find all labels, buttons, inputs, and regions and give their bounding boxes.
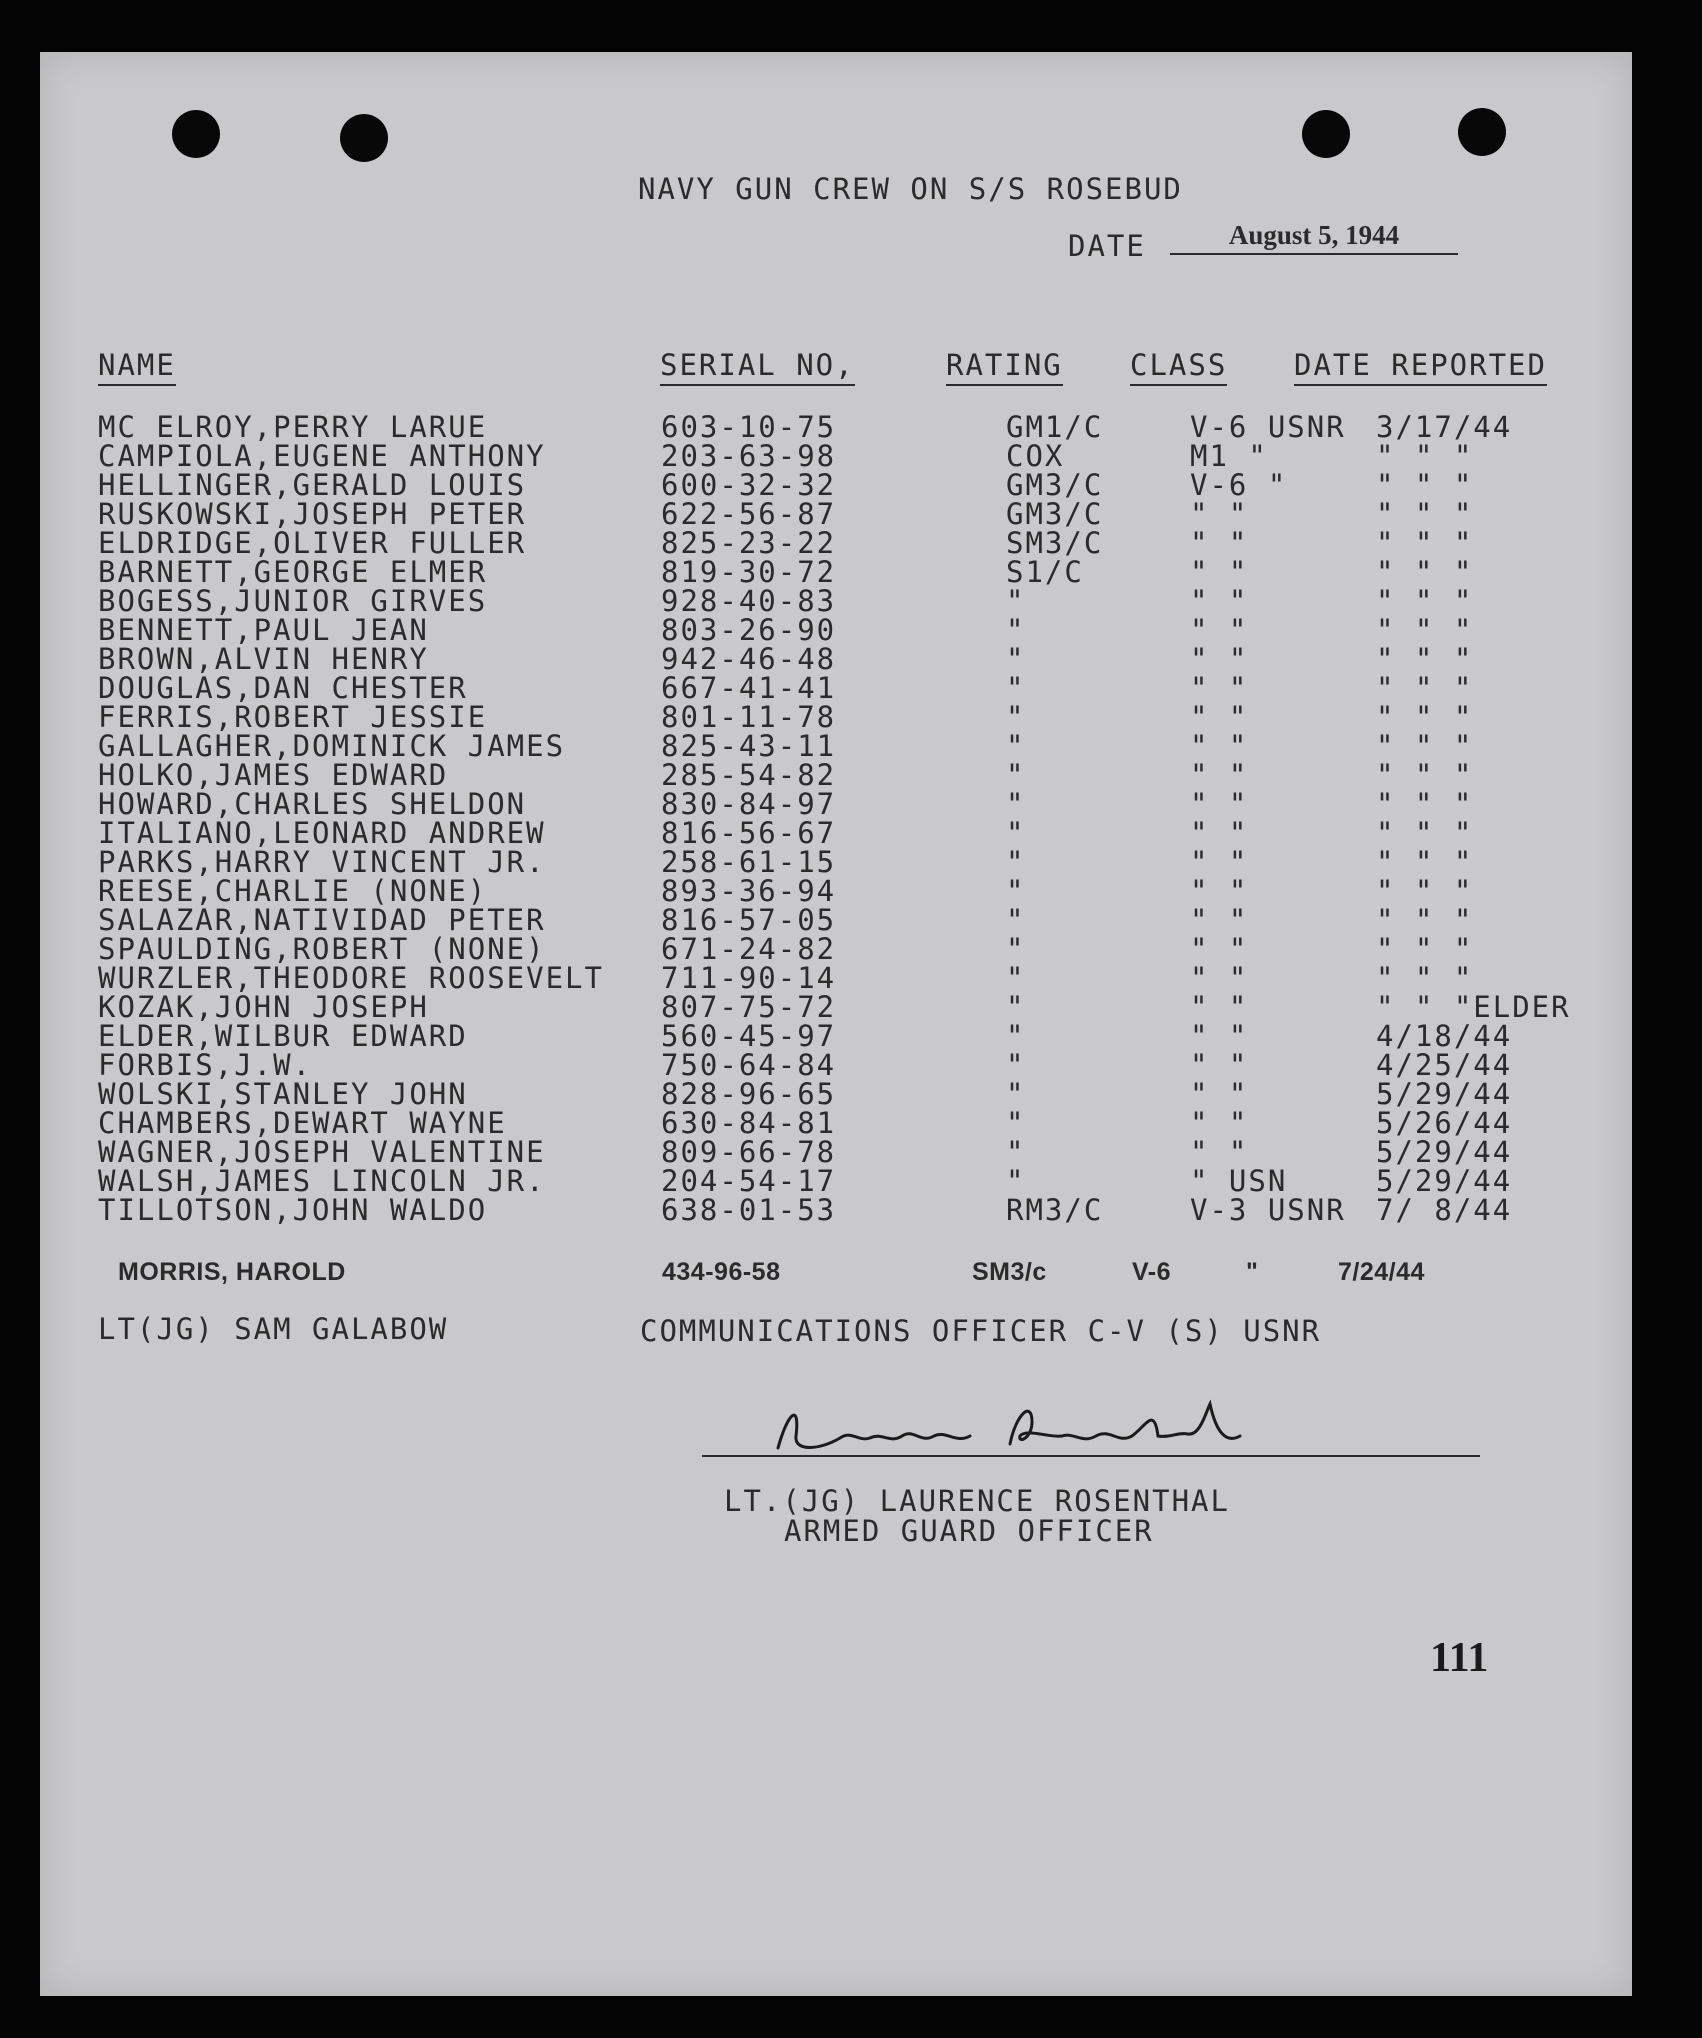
serial-number: 819-30-72 xyxy=(661,555,837,589)
rating: " xyxy=(1006,903,1026,937)
rating: " xyxy=(1006,845,1026,879)
serial-number: 825-43-11 xyxy=(661,729,837,763)
class: V-3 USNR xyxy=(1190,1193,1346,1227)
date-reported: 4/25/44 xyxy=(1376,1048,1513,1082)
punch-hole xyxy=(1302,110,1350,158)
crew-name: KOZAK,JOHN JOSEPH xyxy=(98,990,429,1024)
class: " " xyxy=(1190,932,1249,966)
date-reported: 7/ 8/44 xyxy=(1376,1193,1513,1227)
crew-name: HOWARD,CHARLES SHELDON xyxy=(98,787,527,821)
document-date: August 5, 1944 xyxy=(1170,220,1458,255)
date-reported: " " " xyxy=(1376,932,1474,966)
class: " " xyxy=(1190,845,1249,879)
rating: RM3/C xyxy=(1006,1193,1104,1227)
serial-number: 671-24-82 xyxy=(661,932,837,966)
class: " " xyxy=(1190,584,1249,618)
class: " " xyxy=(1190,555,1249,589)
rating: " xyxy=(1006,961,1026,995)
rating: " xyxy=(1006,584,1026,618)
date-reported: " " " xyxy=(1376,700,1474,734)
crew-name: FERRIS,ROBERT JESSIE xyxy=(98,700,488,734)
rating: " xyxy=(1006,1077,1026,1111)
class: " USN xyxy=(1190,1164,1288,1198)
serial-number: 204-54-17 xyxy=(661,1164,837,1198)
date-reported: " " " xyxy=(1376,874,1474,908)
class: V-6 USNR xyxy=(1190,410,1346,444)
date-reported: 3/17/44 xyxy=(1376,410,1513,444)
class: " " xyxy=(1190,758,1249,792)
punch-hole xyxy=(340,114,388,162)
crew-name: BENNETT,PAUL JEAN xyxy=(98,613,429,647)
date-reported: " " " xyxy=(1376,816,1474,850)
crew-name: ITALIANO,LEONARD ANDREW xyxy=(98,816,546,850)
officer-title: COMMUNICATIONS OFFICER C-V (S) USNR xyxy=(640,1314,1322,1348)
serial-number: 750-64-84 xyxy=(661,1048,837,1082)
crew-name: ELDER,WILBUR EDWARD xyxy=(98,1019,468,1053)
crew-name: TILLOTSON,JOHN WALDO xyxy=(98,1193,488,1227)
serial-number: 828-96-65 xyxy=(661,1077,837,1111)
rating: S1/C xyxy=(1006,555,1084,589)
page-number: 111 xyxy=(1430,1635,1489,1681)
crew-name: BROWN,ALVIN HENRY xyxy=(98,642,429,676)
class: " " xyxy=(1190,787,1249,821)
date-reported: " " " xyxy=(1376,642,1474,676)
date-reported: " " " xyxy=(1376,468,1474,502)
column-header-class: CLASS xyxy=(1130,348,1227,386)
crew-name: ELDRIDGE,OLIVER FULLER xyxy=(98,526,527,560)
handwritten-signature xyxy=(770,1392,1330,1462)
serial-number: 893-36-94 xyxy=(661,874,837,908)
class: " " xyxy=(1190,700,1249,734)
serial-number: 803-26-90 xyxy=(661,613,837,647)
document-page xyxy=(40,52,1632,1996)
document-title: NAVY GUN CREW ON S/S ROSEBUD xyxy=(638,172,1183,206)
crew-name: RUSKOWSKI,JOSEPH PETER xyxy=(98,497,527,531)
date-reported: " " "ELDER xyxy=(1376,990,1571,1024)
class: " " xyxy=(1190,961,1249,995)
rating: GM3/C xyxy=(1006,497,1104,531)
rating: " xyxy=(1006,1048,1026,1082)
crew-name: HELLINGER,GERALD LOUIS xyxy=(98,468,527,502)
class: M1 " xyxy=(1190,439,1268,473)
crew-name: REESE,CHARLIE (NONE) xyxy=(98,874,488,908)
date-reported: " " " xyxy=(1376,758,1474,792)
rating: " xyxy=(1006,729,1026,763)
crew-name: BOGESS,JUNIOR GIRVES xyxy=(98,584,488,618)
signature-line xyxy=(702,1455,1480,1457)
serial-number: 203-63-98 xyxy=(661,439,837,473)
crew-name: DOUGLAS,DAN CHESTER xyxy=(98,671,468,705)
crew-name: WALSH,JAMES LINCOLN JR. xyxy=(98,1164,546,1198)
rating: " xyxy=(1006,1019,1026,1053)
crew-name: GALLAGHER,DOMINICK JAMES xyxy=(98,729,566,763)
date-reported: 5/26/44 xyxy=(1376,1106,1513,1140)
date-reported: " " " xyxy=(1376,729,1474,763)
rating: COX xyxy=(1006,439,1065,473)
rating: " xyxy=(1006,990,1026,1024)
signer-title: ARMED GUARD OFFICER xyxy=(784,1514,1154,1548)
rating: " xyxy=(1006,1135,1026,1169)
rating: " xyxy=(1006,874,1026,908)
date-reported: " " " xyxy=(1376,555,1474,589)
crew-name: CHAMBERS,DEWART WAYNE xyxy=(98,1106,507,1140)
column-header-date-reported: DATE REPORTED xyxy=(1294,348,1547,386)
class: " " xyxy=(1190,497,1249,531)
column-header-serial: SERIAL NO, xyxy=(660,348,855,386)
serial-number: 816-57-05 xyxy=(661,903,837,937)
punch-hole xyxy=(172,110,220,158)
class: " " xyxy=(1190,990,1249,1024)
serial-number: 258-61-15 xyxy=(661,845,837,879)
added-entry-date: 7/24/44 xyxy=(1338,1258,1425,1286)
serial-number: 622-56-87 xyxy=(661,497,837,531)
date-reported: " " " xyxy=(1376,439,1474,473)
crew-name: SPAULDING,ROBERT (NONE) xyxy=(98,932,546,966)
rating: " xyxy=(1006,1106,1026,1140)
rating: " xyxy=(1006,816,1026,850)
punch-hole xyxy=(1458,108,1506,156)
class: V-6 " xyxy=(1190,468,1288,502)
class: " " xyxy=(1190,729,1249,763)
class: " " xyxy=(1190,816,1249,850)
serial-number: 825-23-22 xyxy=(661,526,837,560)
column-header-rating: RATING xyxy=(946,348,1063,386)
serial-number: 942-46-48 xyxy=(661,642,837,676)
added-entry-name: MORRIS, HAROLD xyxy=(118,1258,346,1286)
date-reported: " " " xyxy=(1376,526,1474,560)
serial-number: 801-11-78 xyxy=(661,700,837,734)
crew-name: WOLSKI,STANLEY JOHN xyxy=(98,1077,468,1111)
date-reported: " " " xyxy=(1376,903,1474,937)
serial-number: 830-84-97 xyxy=(661,787,837,821)
class: " " xyxy=(1190,1048,1249,1082)
class: " " xyxy=(1190,642,1249,676)
added-entry-class: V-6 xyxy=(1132,1258,1172,1286)
crew-name: BARNETT,GEORGE ELMER xyxy=(98,555,488,589)
date-reported: " " " xyxy=(1376,845,1474,879)
rating: " xyxy=(1006,613,1026,647)
serial-number: 807-75-72 xyxy=(661,990,837,1024)
serial-number: 667-41-41 xyxy=(661,671,837,705)
serial-number: 711-90-14 xyxy=(661,961,837,995)
crew-name: WURZLER,THEODORE ROOSEVELT xyxy=(98,961,604,995)
date-reported: " " " xyxy=(1376,584,1474,618)
serial-number: 600-32-32 xyxy=(661,468,837,502)
serial-number: 603-10-75 xyxy=(661,410,837,444)
date-reported: 5/29/44 xyxy=(1376,1164,1513,1198)
date-reported: 5/29/44 xyxy=(1376,1135,1513,1169)
column-header-name: NAME xyxy=(98,348,176,386)
class: " " xyxy=(1190,1019,1249,1053)
signer-name: LT.(JG) LAURENCE ROSENTHAL xyxy=(724,1484,1230,1518)
crew-name: MC ELROY,PERRY LARUE xyxy=(98,410,488,444)
crew-name: HOLKO,JAMES EDWARD xyxy=(98,758,449,792)
class: " " xyxy=(1190,903,1249,937)
class: " " xyxy=(1190,526,1249,560)
date-reported: " " " xyxy=(1376,497,1474,531)
rating: " xyxy=(1006,787,1026,821)
added-entry-rating: SM3/c xyxy=(972,1258,1047,1286)
crew-name: PARKS,HARRY VINCENT JR. xyxy=(98,845,546,879)
serial-number: 560-45-97 xyxy=(661,1019,837,1053)
serial-number: 638-01-53 xyxy=(661,1193,837,1227)
date-reported: " " " xyxy=(1376,961,1474,995)
rating: " xyxy=(1006,642,1026,676)
rating: " xyxy=(1006,671,1026,705)
date-reported: 5/29/44 xyxy=(1376,1077,1513,1111)
crew-name: WAGNER,JOSEPH VALENTINE xyxy=(98,1135,546,1169)
rating: GM3/C xyxy=(1006,468,1104,502)
date-reported: " " " xyxy=(1376,787,1474,821)
added-entry-serial: 434-96-58 xyxy=(662,1258,781,1286)
class: " " xyxy=(1190,874,1249,908)
class: " " xyxy=(1190,613,1249,647)
date-reported: " " " xyxy=(1376,671,1474,705)
rating: " xyxy=(1006,700,1026,734)
serial-number: 809-66-78 xyxy=(661,1135,837,1169)
crew-name: FORBIS,J.W. xyxy=(98,1048,313,1082)
crew-name: SALAZAR,NATIVIDAD PETER xyxy=(98,903,546,937)
serial-number: 630-84-81 xyxy=(661,1106,837,1140)
class: " " xyxy=(1190,671,1249,705)
officer-name: LT(JG) SAM GALABOW xyxy=(98,1312,449,1346)
class: " " xyxy=(1190,1077,1249,1111)
serial-number: 285-54-82 xyxy=(661,758,837,792)
date-reported: 4/18/44 xyxy=(1376,1019,1513,1053)
crew-name: CAMPIOLA,EUGENE ANTHONY xyxy=(98,439,546,473)
serial-number: 816-56-67 xyxy=(661,816,837,850)
class: " " xyxy=(1190,1106,1249,1140)
rating: " xyxy=(1006,932,1026,966)
rating: " xyxy=(1006,758,1026,792)
serial-number: 928-40-83 xyxy=(661,584,837,618)
date-reported: " " " xyxy=(1376,613,1474,647)
rating: " xyxy=(1006,1164,1026,1198)
date-label: DATE xyxy=(1068,229,1146,263)
class: " " xyxy=(1190,1135,1249,1169)
rating: GM1/C xyxy=(1006,410,1104,444)
rating: SM3/C xyxy=(1006,526,1104,560)
added-entry-ditto: " xyxy=(1246,1258,1259,1286)
